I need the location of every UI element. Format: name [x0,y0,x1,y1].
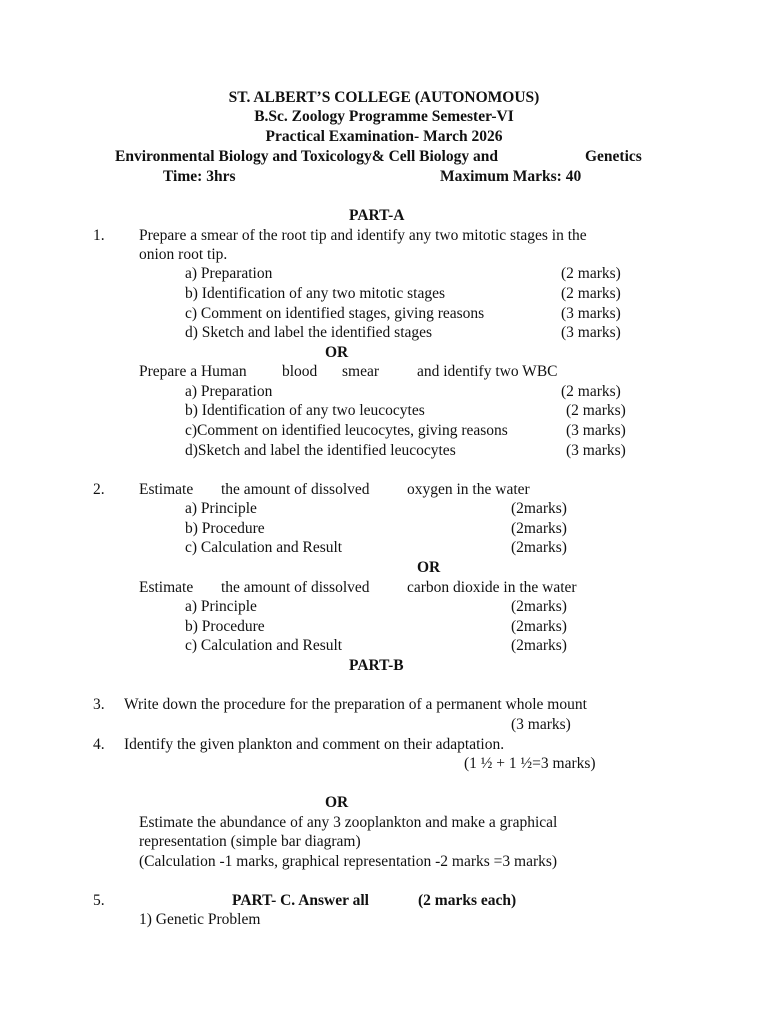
q2-alt-item-b: b) Procedure [185,618,265,635]
q1-or: OR [325,344,349,361]
q4-alt-text: Estimate the abundance of any 3 zooplankton and make a graphical [139,814,558,831]
q1-item-d-marks: (3 marks) [561,324,621,341]
q1-alt-item-d: d)Sketch and label the identified leucocytes [185,442,456,459]
q2-alt-text-part3: carbon dioxide in the water [407,579,577,596]
part-b-title: PART-B [349,657,404,674]
q1-item-a-marks: (2 marks) [561,265,621,282]
part-c-marks: (2 marks each) [418,892,517,909]
q1-item-a: a) Preparation [185,265,273,282]
q4-or: OR [325,794,349,811]
question-3-text: Write down the procedure for the preparation of a permanent whole mount [124,696,587,713]
q2-item-a: a) Principle [185,500,257,517]
question-number-1: 1. [93,227,105,244]
question-4-text: Identify the given plankton and comment on their adaptation. [124,736,505,753]
subject-title-end: Genetics [585,148,642,165]
q2-alt-item-a: a) Principle [185,598,257,615]
q1-item-d: d) Sketch and label the identified stages [185,324,433,341]
q1-alt-text-part2: blood [282,363,318,380]
q2-text-part2: the amount of dissolved [221,481,370,498]
q2-alt-item-a-marks: (2marks) [511,598,567,615]
maximum-marks: Maximum Marks: 40 [440,168,582,185]
q2-alt-item-b-marks: (2marks) [511,618,567,635]
q1-item-b: b) Identification of any two mitotic stages [185,285,445,302]
q2-text-part3: oxygen in the water [407,481,530,498]
q1-alt-item-d-marks: (3 marks) [566,442,626,459]
question-number-3: 3. [93,696,105,713]
q2-alt-item-c: c) Calculation and Result [185,637,343,654]
q2-text-part1: Estimate [139,481,194,498]
question-1-text: Prepare a smear of the root tip and identify any two mitotic stages in the [139,227,587,244]
q1-item-c: c) Comment on identified stages, giving reasons [185,305,485,322]
q2-or: OR [417,559,441,576]
q4-alt-marks: (Calculation -1 marks, graphical representation -2 marks =3 marks) [139,853,558,870]
q1-alt-text-part1: Prepare a Human [139,363,247,380]
q1-item-c-marks: (3 marks) [561,305,621,322]
question-4-marks: (1 ½ + 1 ½=3 marks) [464,755,596,772]
q1-alt-item-c: c)Comment on identified leucocytes, giving reasons [185,422,508,439]
q1-alt-item-b: b) Identification of any two leucocytes [185,402,425,419]
q2-item-a-marks: (2marks) [511,500,567,517]
question-1-text-cont: onion root tip. [139,246,228,263]
q2-item-b: b) Procedure [185,520,265,537]
part-a-title: PART-A [349,207,405,224]
q1-alt-item-a: a) Preparation [185,383,273,400]
programme-title: B.Sc. Zoology Programme Semester-VI [254,108,514,125]
question-number-2: 2. [93,481,105,498]
q2-item-c-marks: (2marks) [511,539,567,556]
q2-alt-item-c-marks: (2marks) [511,637,567,654]
college-name: ST. ALBERT’S COLLEGE (AUTONOMOUS) [228,89,540,106]
part-c-item-1: 1) Genetic Problem [139,911,261,928]
q2-alt-text-part2: the amount of dissolved [221,579,370,596]
q1-alt-item-b-marks: (2 marks) [566,402,626,419]
q2-item-b-marks: (2marks) [511,520,567,537]
question-number-4: 4. [93,736,105,753]
subject-title: Environmental Biology and Toxicology& Cell Biology and [115,148,498,165]
q1-alt-item-c-marks: (3 marks) [566,422,626,439]
part-c-title: PART- C. Answer all [232,892,369,909]
q1-alt-item-a-marks: (2 marks) [561,383,621,400]
q1-alt-text-part3: smear [342,363,380,380]
q1-item-b-marks: (2 marks) [561,285,621,302]
exam-time: Time: 3hrs [163,168,236,185]
q2-item-c: c) Calculation and Result [185,539,343,556]
q2-alt-text-part1: Estimate [139,579,194,596]
q4-alt-text-cont: representation (simple bar diagram) [139,833,361,850]
question-3-marks: (3 marks) [511,716,571,733]
q1-alt-text-part4: and identify two WBC [417,363,558,380]
exam-title: Practical Examination- March 2026 [265,128,503,145]
question-number-5: 5. [93,892,105,909]
